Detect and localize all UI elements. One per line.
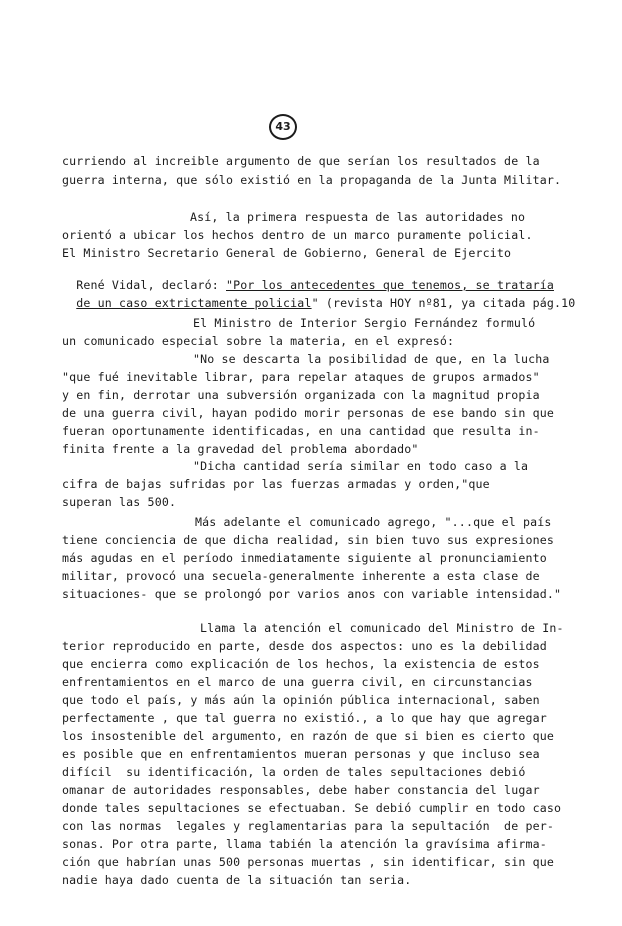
text-line: situaciones- que se prolongó por varios anos con variable intensidad." <box>62 587 562 601</box>
text-line: que encierra como explicación de los hechos, la existencia de estos <box>62 657 540 671</box>
text-line: Así, la primera respuesta de las autoridades no <box>190 210 526 224</box>
text-line <box>62 282 575 310</box>
underlined-quote: de un caso extrictamente policial <box>76 296 312 310</box>
text-line: tiene conciencia de que dicha realidad, sin bien tuvo sus expresiones <box>62 533 554 547</box>
text-line: finita frente a la gravedad del problema abordado" <box>62 442 419 456</box>
text-line: Más adelante el comunicado agrego, "...que el país <box>195 515 552 529</box>
text-line: enfrentamientos en el marco de una guerra civil, en circunstancias <box>62 675 533 689</box>
text-line: de una guerra civil, hayan podido morir personas de ese bando sin que <box>62 406 554 420</box>
text-line: "No se descarta la posibilidad de que, en la lucha <box>193 352 550 366</box>
text-line: Llama la atención el comunicado del Ministro de In- <box>200 621 564 635</box>
text-line: los insostenible del argumento, en razón de que si bien es cierto que <box>62 729 554 743</box>
text-line: más agudas en el período inmediatamente siguiente al pronunciamiento <box>62 551 547 565</box>
text-line: El Ministro Secretario General de Gobierno, General de Ejercito <box>62 246 512 260</box>
text-line: y en fin, derrotar una subversión organizada con la magnitud propia <box>62 388 540 402</box>
text-line: perfectamente , que tal guerra no existió., a lo que hay que agregar <box>62 711 547 725</box>
text-segment: René Vidal, declaró: <box>76 278 226 292</box>
text-segment: " (revista HOY nº81, ya citada pág.10 <box>311 296 576 310</box>
text-line: donde tales sepultaciones se efectuaban. Se debió cumplir en todo caso <box>62 801 562 815</box>
text-line: militar, provocó una secuela-generalmente inherente a esta clase de <box>62 569 540 583</box>
text-line: guerra interna, que sólo existió en la propaganda de la Junta Militar. <box>62 173 562 187</box>
text-line: orientó a ubicar los hechos dentro de un marco puramente policial. <box>62 228 533 242</box>
text-line: ción que habrían unas 500 personas muertas , sin identificar, sin que <box>62 855 554 869</box>
text-line: sonas. Por otra parte, llama tabién la atención la gravísima afirma- <box>62 837 547 851</box>
text-line: difícil su identificación, la orden de tales sepultaciones debió <box>62 765 526 779</box>
text-line: terior reproducido en parte, desde dos aspectos: uno es la debilidad <box>62 639 547 653</box>
text-line: curriendo al increible argumento de que serían los resultados de la <box>62 154 540 168</box>
text-line: que todo el país, y más aún la opinión pública internacional, saben <box>62 693 540 707</box>
text-line: nadie haya dado cuenta de la situación tan seria. <box>62 873 412 887</box>
text-line: cifra de bajas sufridas por las fuerzas armadas y orden,"que <box>62 477 490 491</box>
text-line: "que fué inevitable librar, para repelar ataques de grupos armados" <box>62 370 540 384</box>
text-line: omanar de autoridades responsables, debe haber constancia del lugar <box>62 783 540 797</box>
text-line: fueran oportunamente identificadas, en una cantidad que resulta in- <box>62 424 540 438</box>
text-line: con las normas legales y reglamentarias para la sepultación de per- <box>62 819 554 833</box>
text-line: El Ministro de Interior Sergio Fernández formuló <box>193 316 536 330</box>
page-number: 43 <box>269 114 297 140</box>
text-line: "Dicha cantidad sería similar en todo caso a la <box>193 459 529 473</box>
text-line: superan las 500. <box>62 495 177 509</box>
text-line: es posible que en enfrentamientos mueran personas y que incluso sea <box>62 747 540 761</box>
underlined-quote: "Por los antecedentes que tenemos, se trataría <box>226 278 554 292</box>
text-line: un comunicado especial sobre la materia, en el expresó: <box>62 334 455 348</box>
